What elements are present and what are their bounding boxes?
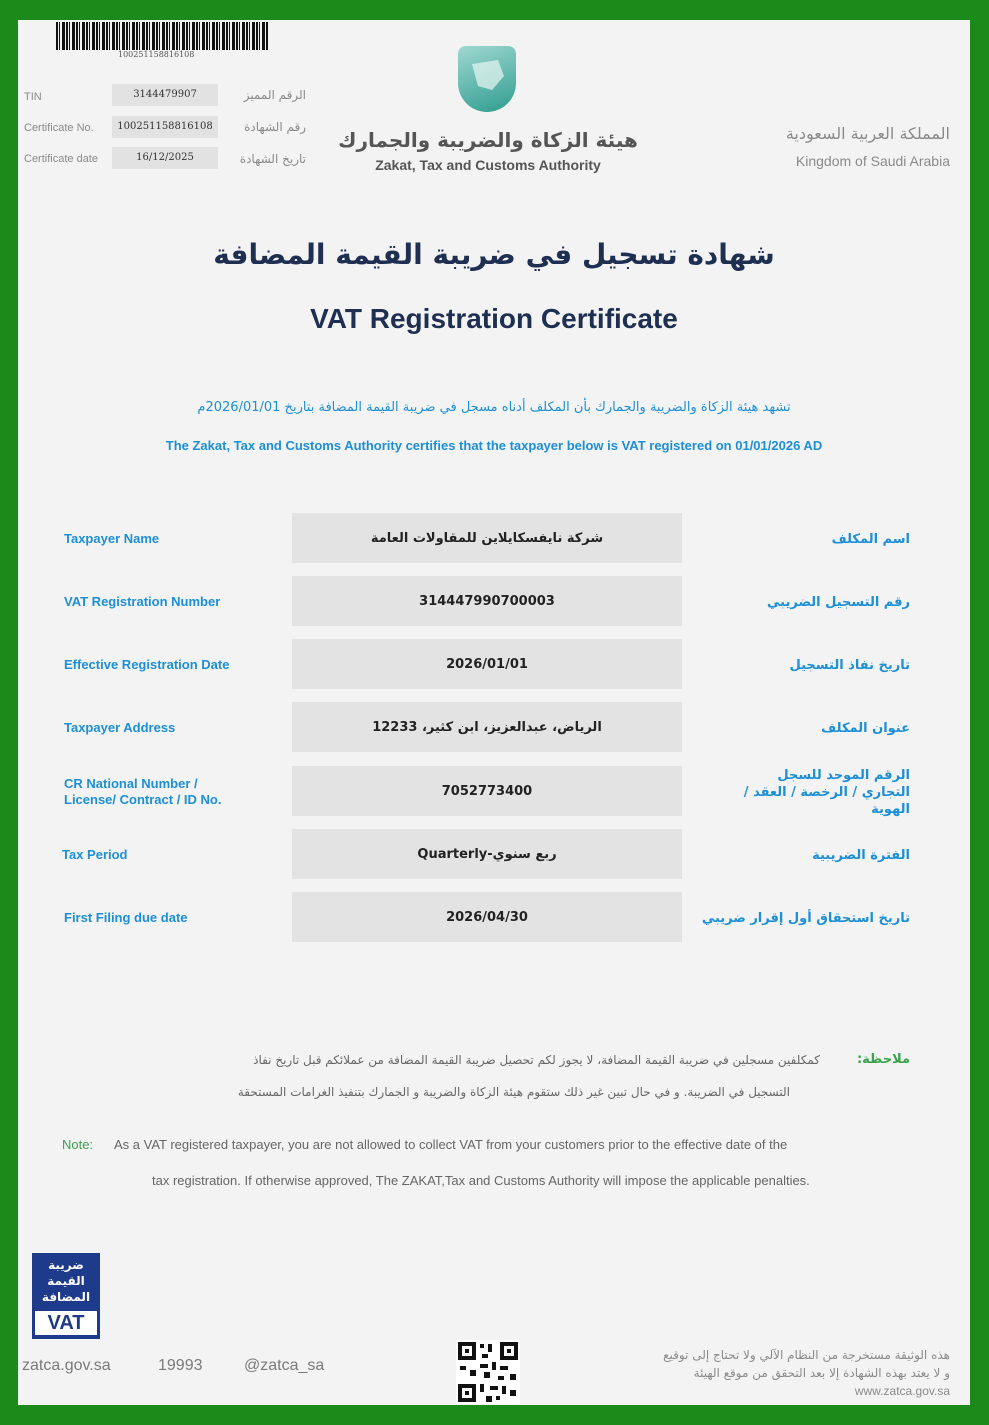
field-label-ar: عنوان المكلف (821, 720, 910, 736)
note-label-en: Note: (62, 1137, 94, 1152)
field-value: 314447990700003 (292, 576, 682, 626)
field-label-ar: تاريخ نفاذ التسجيل (789, 657, 910, 673)
field-label-en: First Filing due date (64, 910, 188, 925)
certificate-no-value: 100251158816108 (112, 116, 218, 138)
field-label-ar: الفترة الضريبية (812, 847, 910, 863)
field-label-en: VAT Registration Number (64, 594, 221, 609)
vat-logo-text-en: VAT (35, 1311, 97, 1335)
note-label-ar: ملاحظة: (856, 1052, 910, 1067)
field-value: Quarterly-ربع سنوي (292, 829, 682, 879)
field-value: 2026/04/30 (292, 892, 682, 942)
authority-name-en: Zakat, Tax and Customs Authority (375, 157, 601, 173)
page-title-ar: شهادة تسجيل في ضريبة القيمة المضافة (213, 238, 775, 271)
field-label-en: Effective Registration Date (64, 657, 230, 672)
disclaimer-line1-ar: هذه الوثيقة مستخرجة من النظام الآلي ولا تحتاج إلى توقيع (663, 1348, 950, 1362)
field-label-en: CR National Number / License/ Contract / ID No. (64, 776, 222, 807)
tin-value: 3144479907 (112, 84, 218, 106)
barcode-number: 100251158816108 (118, 50, 195, 59)
disclaimer-line2-ar: و لا يعتد بهذه الشهادة إلا بعد التحقق من موقع الهيئة (693, 1366, 950, 1380)
field-value: 7052773400 (292, 766, 682, 816)
page-title-en: VAT Registration Certificate (310, 303, 678, 334)
field-label-en: Tax Period (62, 847, 128, 862)
note-line2-ar: التسجيل في الضريبة. و في حال تبين غير ذلك ستقوم هيئة الزكاة والضريبة و الجمارك بتنفيذ الغرامات المستحقة (237, 1085, 790, 1099)
field-row-first-filing (18, 892, 970, 944)
kingdom-name-ar: المملكة العربية السعودية (785, 124, 950, 143)
certification-statement-en: The Zakat, Tax and Customs Authority certifies that the taxpayer below is VAT registered on 01/01/2026 AD (165, 438, 823, 453)
certificate-date-value: 16/12/2025 (112, 147, 218, 169)
field-label-ar: رقم التسجيل الضريبي (767, 594, 910, 610)
certificate-no-label-ar: رقم الشهادة (244, 120, 306, 134)
field-label-ar: الرقم الموحد للسجل التجاري / الرخصة / العقد /الهوية (743, 767, 910, 817)
footer-website[interactable]: zatca.gov.sa (22, 1357, 111, 1374)
tin-label-en: TIN (24, 91, 42, 103)
certification-statement-ar: تشهد هيئة الزكاة والضريبة والجمارك بأن المكلف أدناه مسجل في ضريبة القيمة المضافة بتاريخ 2026/01/01م (197, 400, 791, 415)
field-value: الرياض، عبدالعزيز، ابن كثير، 12233 (292, 702, 682, 752)
field-row-tax-period (18, 829, 970, 881)
kingdom-name-en: Kingdom of Saudi Arabia (795, 153, 950, 169)
field-value: شركة نايفسكايلاين للمقاولات العامة (292, 513, 682, 563)
authority-name-ar: هيئة الزكاة والضريبة والجمارك (338, 128, 638, 152)
certificate-no-label-en: Certificate No. (24, 122, 94, 134)
field-label-ar: اسم المكلف (831, 531, 910, 547)
vat-logo-text-ar: ضريبة القيمة المضافة (41, 1258, 91, 1304)
note-line2-en: tax registration. If otherwise approved, The ZAKAT,Tax and Customs Authority will impose the applicable penalties. (152, 1173, 810, 1188)
field-row-cr-number (18, 766, 970, 818)
field-row-address (18, 702, 970, 754)
tin-label-ar: الرقم المميز (243, 88, 306, 102)
disclaimer-url[interactable]: www.zatca.gov.sa (854, 1384, 950, 1398)
field-value: 2026/01/01 (292, 639, 682, 689)
barcode (56, 22, 268, 50)
field-label-en: Taxpayer Name (64, 531, 160, 546)
footer-phone: 19993 (158, 1357, 203, 1374)
qr-code-icon (456, 1340, 520, 1404)
certificate-sheet (18, 20, 970, 1405)
note-line1-ar: كمكلفين مسجلين في ضريبة القيمة المضافة، لا يجوز لكم تحصيل ضريبة القيمة المضافة من عملائكم قبل تاريخ نفاذ (253, 1053, 820, 1067)
certificate-date-label-en: Certificate date (24, 153, 98, 165)
footer-social[interactable]: @zatca_sa (244, 1357, 325, 1374)
certificate-date-label-ar: تاريخ الشهادة (239, 152, 306, 166)
vat-logo (32, 1253, 100, 1339)
note-line1-en: As a VAT registered taxpayer, you are not allowed to collect VAT from your customers prior to the effective date of the (114, 1137, 788, 1152)
field-row-effective-date (18, 639, 970, 691)
field-label-en: Taxpayer Address (64, 720, 176, 735)
field-row-taxpayer-name (18, 513, 970, 565)
field-row-vat-number (18, 576, 970, 628)
field-label-ar: تاريخ استحقاق أول إقرار ضريبي (701, 910, 910, 926)
zatca-logo-icon (458, 46, 516, 112)
